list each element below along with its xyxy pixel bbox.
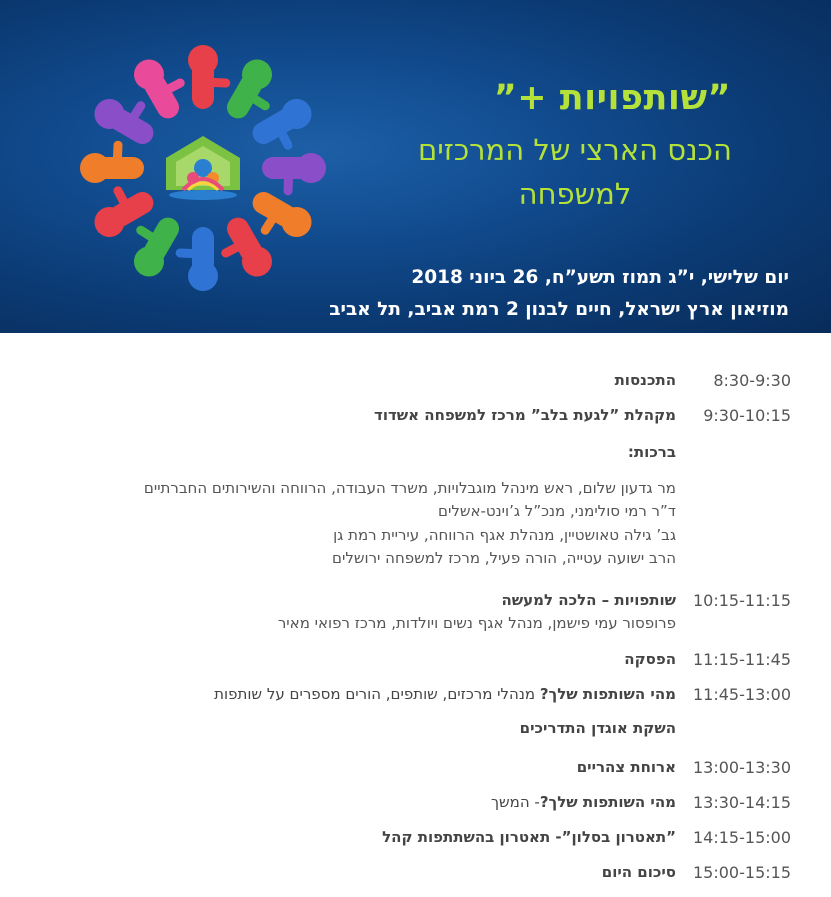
speaker-line	[0, 614, 831, 638]
house-icon	[166, 136, 240, 200]
agenda-item	[491, 793, 676, 811]
person-figure	[180, 238, 218, 291]
agenda-item-bold: שותפויות – הלכה למעשה	[501, 591, 676, 609]
agenda-time: 15:00-15:15	[693, 863, 791, 882]
agenda-row	[0, 371, 831, 395]
speaker-text: הרב ישועה עטייה, הורה פעיל, מרכז למשפחה ירושלים	[332, 549, 676, 567]
agenda-item	[382, 828, 676, 846]
event-title: ”שותפויות +”	[493, 78, 731, 118]
agenda-time: 10:15-11:15	[693, 591, 791, 610]
agenda-row	[0, 650, 831, 674]
agenda-item	[214, 685, 676, 703]
agenda-item-bold: התכנסות	[614, 371, 676, 389]
person-figure	[264, 99, 312, 145]
person-figure	[134, 229, 168, 277]
event-venue: מוזיאון ארץ ישראל, חיים לבנון 2 רמת אביב, תל אביב	[329, 299, 789, 320]
agenda-row	[0, 591, 831, 615]
agenda-item-plain: מנהלי מרכזים, שותפים, הורים מספרים על שותפות	[214, 685, 540, 703]
agenda-item-bold: מהי השותפות שלך?	[539, 793, 676, 811]
agenda-row	[0, 719, 831, 743]
person-figure	[134, 59, 180, 107]
person-figure	[94, 99, 142, 133]
agenda-time: 8:30-9:30	[713, 371, 791, 390]
speaker-text: ד”ר רמי סולימני, מנכ”ל ג’וינט-אשלים	[438, 502, 676, 520]
agenda-row	[0, 863, 831, 887]
agenda	[0, 333, 831, 897]
agenda-item-bold: מקהלת ”לגעת בלב” מרכז למשפחה אשדוד	[374, 406, 676, 424]
event-subtitle: הכנס הארצי של המרכזים	[418, 133, 732, 167]
speaker-text: גב’ גילה טאושטיין, מנהלת אגף הרווחה, עיריית רמת גן	[333, 526, 676, 544]
agenda-item	[602, 863, 676, 881]
greeting-speaker	[0, 502, 831, 526]
person-figure	[226, 229, 272, 277]
person-figure	[80, 145, 133, 183]
agenda-item	[520, 719, 676, 737]
person-figure	[273, 153, 326, 191]
person-figure	[238, 59, 272, 107]
agenda-time: 11:15-11:45	[693, 650, 791, 669]
greetings-heading	[628, 443, 676, 461]
agenda-item-bold: השקת אוגדן התדריכים	[519, 719, 676, 737]
agenda-row	[0, 406, 831, 430]
agenda-item-bold: ארוחת צהריים	[576, 758, 676, 776]
person-figure	[264, 203, 312, 237]
agenda-row	[0, 828, 831, 852]
event-date: יום שלישי, י”ג תמוז תשע”ח, 26 ביוני 2018	[411, 267, 789, 288]
speaker-text: פרופסור עמי פישמן, מנהל אגף נשים ויולדות, מרכז רפואי מאיר	[277, 614, 676, 632]
agenda-time: 13:00-13:30	[693, 758, 791, 777]
agenda-time: 9:30-10:15	[703, 406, 791, 425]
agenda-time: 14:15-15:00	[693, 828, 791, 847]
agenda-item-plain: - המשך	[490, 793, 540, 811]
agenda-item-bold: סיכום היום	[601, 863, 676, 881]
person-figure	[94, 191, 142, 237]
greeting-speaker	[0, 479, 831, 503]
agenda-row	[0, 685, 831, 709]
agenda-row	[0, 793, 831, 817]
greeting-speaker	[0, 549, 831, 573]
people-circle-logo	[48, 40, 358, 320]
header-banner	[0, 0, 831, 333]
agenda-time: 13:30-14:15	[693, 793, 791, 812]
agenda-item	[374, 406, 676, 424]
agenda-row	[0, 443, 831, 467]
agenda-item	[624, 650, 676, 668]
agenda-item	[577, 758, 676, 776]
agenda-item-bold: הפסקה	[624, 650, 676, 668]
agenda-row	[0, 758, 831, 782]
agenda-item-bold: מהי השותפות שלך?	[539, 685, 676, 703]
greeting-speaker	[0, 526, 831, 550]
agenda-item	[615, 371, 676, 389]
speaker-text: מר גדעון שלום, ראש מינהל מוגבלויות, משרד העבודה, הרווחה והשירותים החברתיים	[143, 479, 676, 497]
agenda-item	[501, 591, 676, 609]
event-subtitle-2: למשפחה	[518, 177, 632, 211]
agenda-item-bold: ברכות:	[627, 443, 676, 461]
agenda-time: 11:45-13:00	[693, 685, 791, 704]
person-figure	[188, 45, 226, 98]
agenda-item-bold: ”תאטרון בסלון”- תאטרון בהשתתפות קהל	[382, 828, 676, 846]
